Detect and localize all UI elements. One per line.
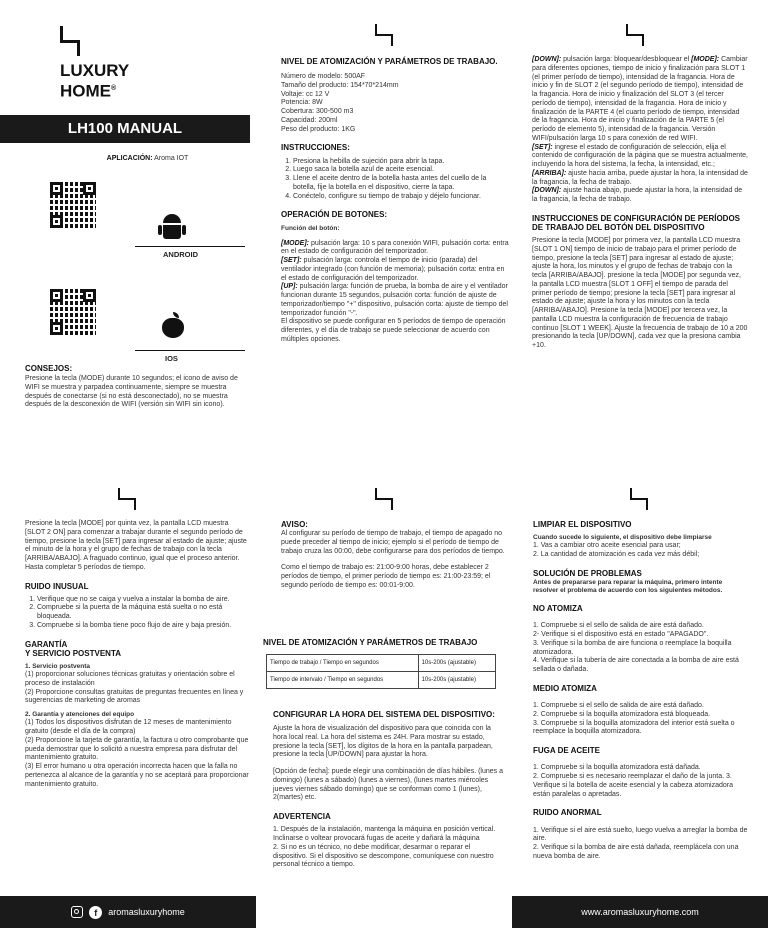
panel-time (273, 710, 505, 870)
spec-list: Número de modelo: 500AF Tamaño del producto: 154*70*214mm Voltaje: cc 12 V Potencia: 8W Cobertura: 300-500 m3 Capacidad: 200ml Peso del producto: 1KG (281, 73, 399, 133)
android-label: ANDROID (135, 246, 245, 259)
android-icon (158, 214, 186, 240)
logo-mark-icon (630, 488, 648, 510)
logo-mark-icon (60, 26, 80, 56)
hora-text: Ajuste la hora de visualización del dispositivo para que coincida con la hora local real. La hora del sistema es 24H. Para mostrar su estado, presione la tecla [SET], los dígitos de la hora en la pantalla parpadean, presione la tecla [UP/DOWN] para ajustar la hora. (273, 725, 493, 759)
brand-logo (60, 26, 129, 101)
configuracion-text: Presione la tecla [MODE] por primera vez, la pantalla LCD muestra [SLOT 1 ON] tiempo de inicio de trabajo para el primer período de tiempo, presione la tecla [SET] para ingresar al estado de ajuste; ajuste la hora, los minutos y el grupo de fechas de trabajo con la tecla [ARRIBA/ABAJO]. presione la tecla [MODE] por segunda vez, la pantalla LCD muestra [SLOT 1 OFF] el tiempo de parada del primer período de tiempo; presione la tecla [SET] para ingresar al estado de ajuste; ajuste la hora y los minutos con la tecla [ARRIBA/ABAJO]. Presione la tecla [MODE] por tercera vez, la pantalla LCD muestra la configuración de frecuencia de trabajo continuo [SLOT 1 WEEK]. Ajuste la frecuencia de trabajo de 10 a 200 presionando la tecla [UP/DOWN], cada vez que la presiona cambia +10. (532, 237, 748, 350)
app-line: APLICACIÓN: Aroma IOT (106, 155, 189, 162)
solucion-sub: Antes de prepararse para reparar la máquina, primero intente resolver el problema de acuerdo con los siguientes métodos. (533, 579, 723, 595)
logo-mark-icon (375, 488, 393, 510)
configuracion-title: INSTRUCCIONES DE CONFIGURACIÓN DE PERÍODOS DE TRABAJO DEL BOTÓN DEL DISPOSITIVO (532, 213, 741, 232)
manual-title: LH100 MANUAL (0, 115, 250, 143)
medio-atomiza-title: MEDIO ATOMIZA (533, 683, 597, 693)
consejos-text: Presione la tecla (MODE) durante 10 segundos; el icono de aviso de WIFI se muestra y parpadea continuamente, siempre se muestra después de conectarse (si no está desconectado), no se muestra después de la desconexión de WIFI (versión sin WIFI sin icono). (25, 375, 238, 409)
aviso-text-2: Como el tiempo de trabajo es: 21:00-9:00 horas, debe establecer 2 períodos de tiempo, el primer período de tiempo es: 21:00-23:59; el segundo período de tiempo es: 00:01-9:00. (281, 564, 491, 589)
funcion-title: Función del botón: (281, 224, 340, 232)
aviso-title: AVISO: (281, 520, 308, 529)
logo-mark-icon (118, 488, 136, 510)
ruido-anormal-text: 1. Verifique si el aire está suelto, luego vuelva a arreglar la bomba de aire. 2. Verifique si la bomba de aire está dañada, reemplácela con una nueva bomba de aire. (533, 826, 748, 860)
facebook-icon[interactable]: f (89, 906, 102, 919)
ios-label: IOS (135, 350, 245, 363)
parametros-table (266, 654, 496, 689)
garantia-title: GARANTÍA Y SERVICIO POSTVENTA (25, 639, 122, 658)
slot2-text: Presione la tecla [MODE] por quinta vez, la pantalla LCD muestra [SLOT 2 ON] para comenzar a trabajar durante el segundo período de tiempo, presione la tecla [SET] para ingresar al estado de ajuste; ajuste el minuto de la hora y el grupo de fechas de trabajo con la tecla [ARRIBA/ABAJO]. A fraguado continuo, igual que el proceso anterior. Hasta completar 5 períodos de tiempo. (25, 520, 247, 571)
limpiar-sub: Cuando sucede lo siguiente, el dispositivo debe limpiarse (533, 534, 712, 542)
limpiar-1: 1. Vas a cambiar otro aceite esencial para usar; (533, 542, 681, 550)
table-row: Tiempo de intervalo / Tiempo en segundos 10s-200s (ajustable) (267, 672, 496, 689)
limpiar-title: LIMPIAR EL DISPOSITIVO (533, 520, 632, 529)
ruido-anormal-title: RUIDO ANORMAL (533, 808, 602, 818)
fuga-text: 1. Compruebe si la boquilla atomizadora está dañada. 2. Compruebe si es necesario reemplazar el daño de la junta. 3. Verifique si la botella de aceite esencial y la cabeza atomizadora están paralelas o apretadas. (533, 764, 734, 798)
garantia-text2: (1) Todos los dispositivos disfrutan de 12 meses de mantenimiento gratuito (desde el día de la compra) (2) Proporcione la tarjeta de garantía, la factura u otro comprobante que pueda demostrar que lo solicitó a nuestra empresa para disfrutar del mantenimiento gratuito. (3) El error humano u otra operación incorrecta hacen que la falla no pertenezca al alcance de la garantía y no se aceptará para proporcionar mantenimiento gratuito. (25, 719, 249, 788)
panel-settings (281, 520, 506, 591)
advertencia-title: ADVERTENCIA (273, 812, 331, 822)
operacion-title: OPERACIÓN DE BOTONES: (281, 210, 388, 220)
brand-name: LUXURY HOME® (60, 61, 130, 101)
hora-title: CONFIGURAR LA HORA DEL SISTEMA DEL DISPOSITIVO: (273, 710, 495, 719)
advertencia-2: 2. Si no es un técnico, no debe modificar, desarmar o reparar el dispositivo. Si el dispositivo se descompone, comuníquese con nuestro personal técnico a tiempo. (273, 843, 494, 869)
footer-social (0, 896, 256, 928)
garantia-text1: (1) proporcionar soluciones técnicas gratuitas y orientación sobre el proceso de instalación (2) Proporcione consultas gratuitas de preguntas frecuentes en línea y sugerencias de marketing de aromas (25, 671, 244, 705)
apple-icon (162, 312, 184, 338)
instrucciones-title: INSTRUCCIONES: (281, 143, 350, 153)
medio-atomiza-text: 1. Compruebe si el sello de salida de aire está dañado. 2. Compruebe si la boquilla atomizadora está bloqueada. 3. Compruebe si la boquilla atomizadora del interior está suelta o reemplace la boquilla atomizadora. (533, 702, 735, 736)
logo-mark-icon (375, 24, 393, 46)
social-handle[interactable]: aromasluxuryhome (108, 907, 185, 917)
panel-warranty (25, 520, 250, 789)
ios-qr-code (50, 289, 96, 335)
button-descriptions: [DOWN]: pulsación larga: bloquear/desbloquear el [MODE]: Cambiar para diferentes opciones, tiempo de inicio y finalización para SLOT 1 (el primer período de tiempo), intensidad de la fragancia. Hora de inicio y fin de SLOT 2 (el segundo período de tiempo), intensidad de la fragancia. Hora de inicio y finalización del SLOT 3 (el tercer período de tiempo), intensidad de la fragancia. Hora de inicio y finalización de la PARTE 4 (el cuarto período de tiempo, intensidad de la fragancia. Hora de inicio y finalización de la PARTE 5 (el período de elemento 5), intensidad de la fragancia. Versión WIFI/pulsación larga 10 s para conexión de red WIFI. [SET]: ingrese el estado de configuración de selección, elija el contenido de configuración de la página que se muestra actualmente, incluyendo la hora del sistema, la fecha, la intensidad, etc.; [ARRIBA]: ajuste hacia arriba, puede ajustar la hora, la intensidad de la fragancia, la fecha de trabajo. [DOWN]: ajuste hacia abajo, puede ajustar la hora, la intensidad de la fragancia, la fecha de trabajo. (532, 56, 748, 203)
logo-mark-icon (626, 24, 644, 46)
instagram-icon[interactable] (71, 906, 83, 918)
solucion-title: SOLUCIÓN DE PROBLEMAS (533, 568, 642, 578)
fecha-text: [Opción de fecha]: puede elegir una combinación de días hábiles. (lunes a domingo) (lunes a sábado) (lunes a viernes), (lunes martes miércoles jueves viernes sábado domingo) que se conforman como 1 (lunes), 2(martes) etc. (273, 768, 503, 802)
ruido-inusual-list: 1. Verifique que no se caiga y vuelva a instalar la bomba de aire. 2. Compruebe si la puerta de la máquina está suelta o no está bloqueada. 3. Compruebe si la bomba tiene poco flujo de aire y baja presión. (25, 596, 250, 631)
nivel-title: NIVEL DE ATOMIZACIÓN Y PARÁMETROS DE TRABAJO. (281, 57, 498, 66)
website-link[interactable]: www.aromasluxuryhome.com (581, 907, 699, 917)
ruido-inusual-title: RUIDO INUSUAL (25, 581, 89, 591)
consejos-title: CONSEJOS: (25, 364, 73, 373)
garantia-sub2: 2. Garantía y atenciones del equipo (25, 711, 135, 719)
panel-buttons (532, 56, 748, 351)
instrucciones-list: 1. Presiona la hebilla de sujeción para abrir la tapa. 2. Luego saca la botella azul de aceite esencial. 3. Llene el aceite dentro de la botella hasta antes del cuello de la botella, fije la botella en el dispositivo, cierre la tapa. 4. Conéctelo, configure su tiempo de trabajo y déjelo funcionar. (281, 158, 509, 202)
panel-parameters (281, 57, 509, 345)
footer-website (512, 896, 768, 928)
panel-troubleshooting (533, 520, 748, 862)
android-qr-code (50, 182, 96, 228)
fuga-title: FUGA DE ACEITE (533, 746, 600, 756)
aviso-text: Al configurar su período de tiempo de trabajo, el tiempo de apagado no puede preceder al tiempo de inicio; ejemplo si el período de tiempo de trabajo cruza las 00:00, debe configurarse para dos períodos de tiempo. (281, 530, 505, 555)
funcion-text: [MODE]: pulsación larga: 10 s para conexión WIFI, pulsación corta: entra en el estado de configuración del temporizador. [SET]: pulsación larga: controla el tiempo de inicio (parada) del ventilador integrado (con función de memoria); pulsación corta: entra en el estado de configuración del temporizador. [UP]: pulsación larga: función de prueba, la bomba de aire y el ventilador funcionan durante 15 segundos, pulsación corta: función de ajuste de temporizador/tiempo "+" dispositivo, pulsación corta: ajuste de tiempo del temporizador función "-". El dispositivo se puede configurar en 5 períodos de tiempo de operación diferentes, y el día de trabajo se puede seleccionar de acuerdo con múltiples opciones. (281, 239, 509, 343)
advertencia-1: 1. Después de la instalación, mantenga la máquina en posición vertical. Inclinarse o voltear provocará fugas de aceite y dañará la máquina (273, 826, 496, 843)
no-atomiza-title: NO ATOMIZA (533, 604, 583, 614)
app-section (25, 155, 240, 374)
no-atomiza-text: 1. Compruebe si el sello de salida de aire está dañado. 2- Verifique si el dispositivo está en estado "APAGADO". 3. Verifique si la bomba de aire funciona o reemplace la boquilla atomizadora. 4. Verifique si la tubería de aire conectada a la bomba de aire está sellada o dañada. (533, 622, 739, 674)
table-row: Tiempo de trabajo / Tiempo en segundos 10s-200s (ajustable) (267, 655, 496, 672)
consejos-section (25, 364, 240, 410)
limpiar-2: 2. La cantidad de atomización es cada vez más débil; (533, 551, 700, 559)
nivel-title-2: NIVEL DE ATOMIZACIÓN Y PARÁMETROS DE TRABAJO (263, 638, 478, 647)
garantia-sub1: 1. Servicio postventa (25, 663, 91, 671)
